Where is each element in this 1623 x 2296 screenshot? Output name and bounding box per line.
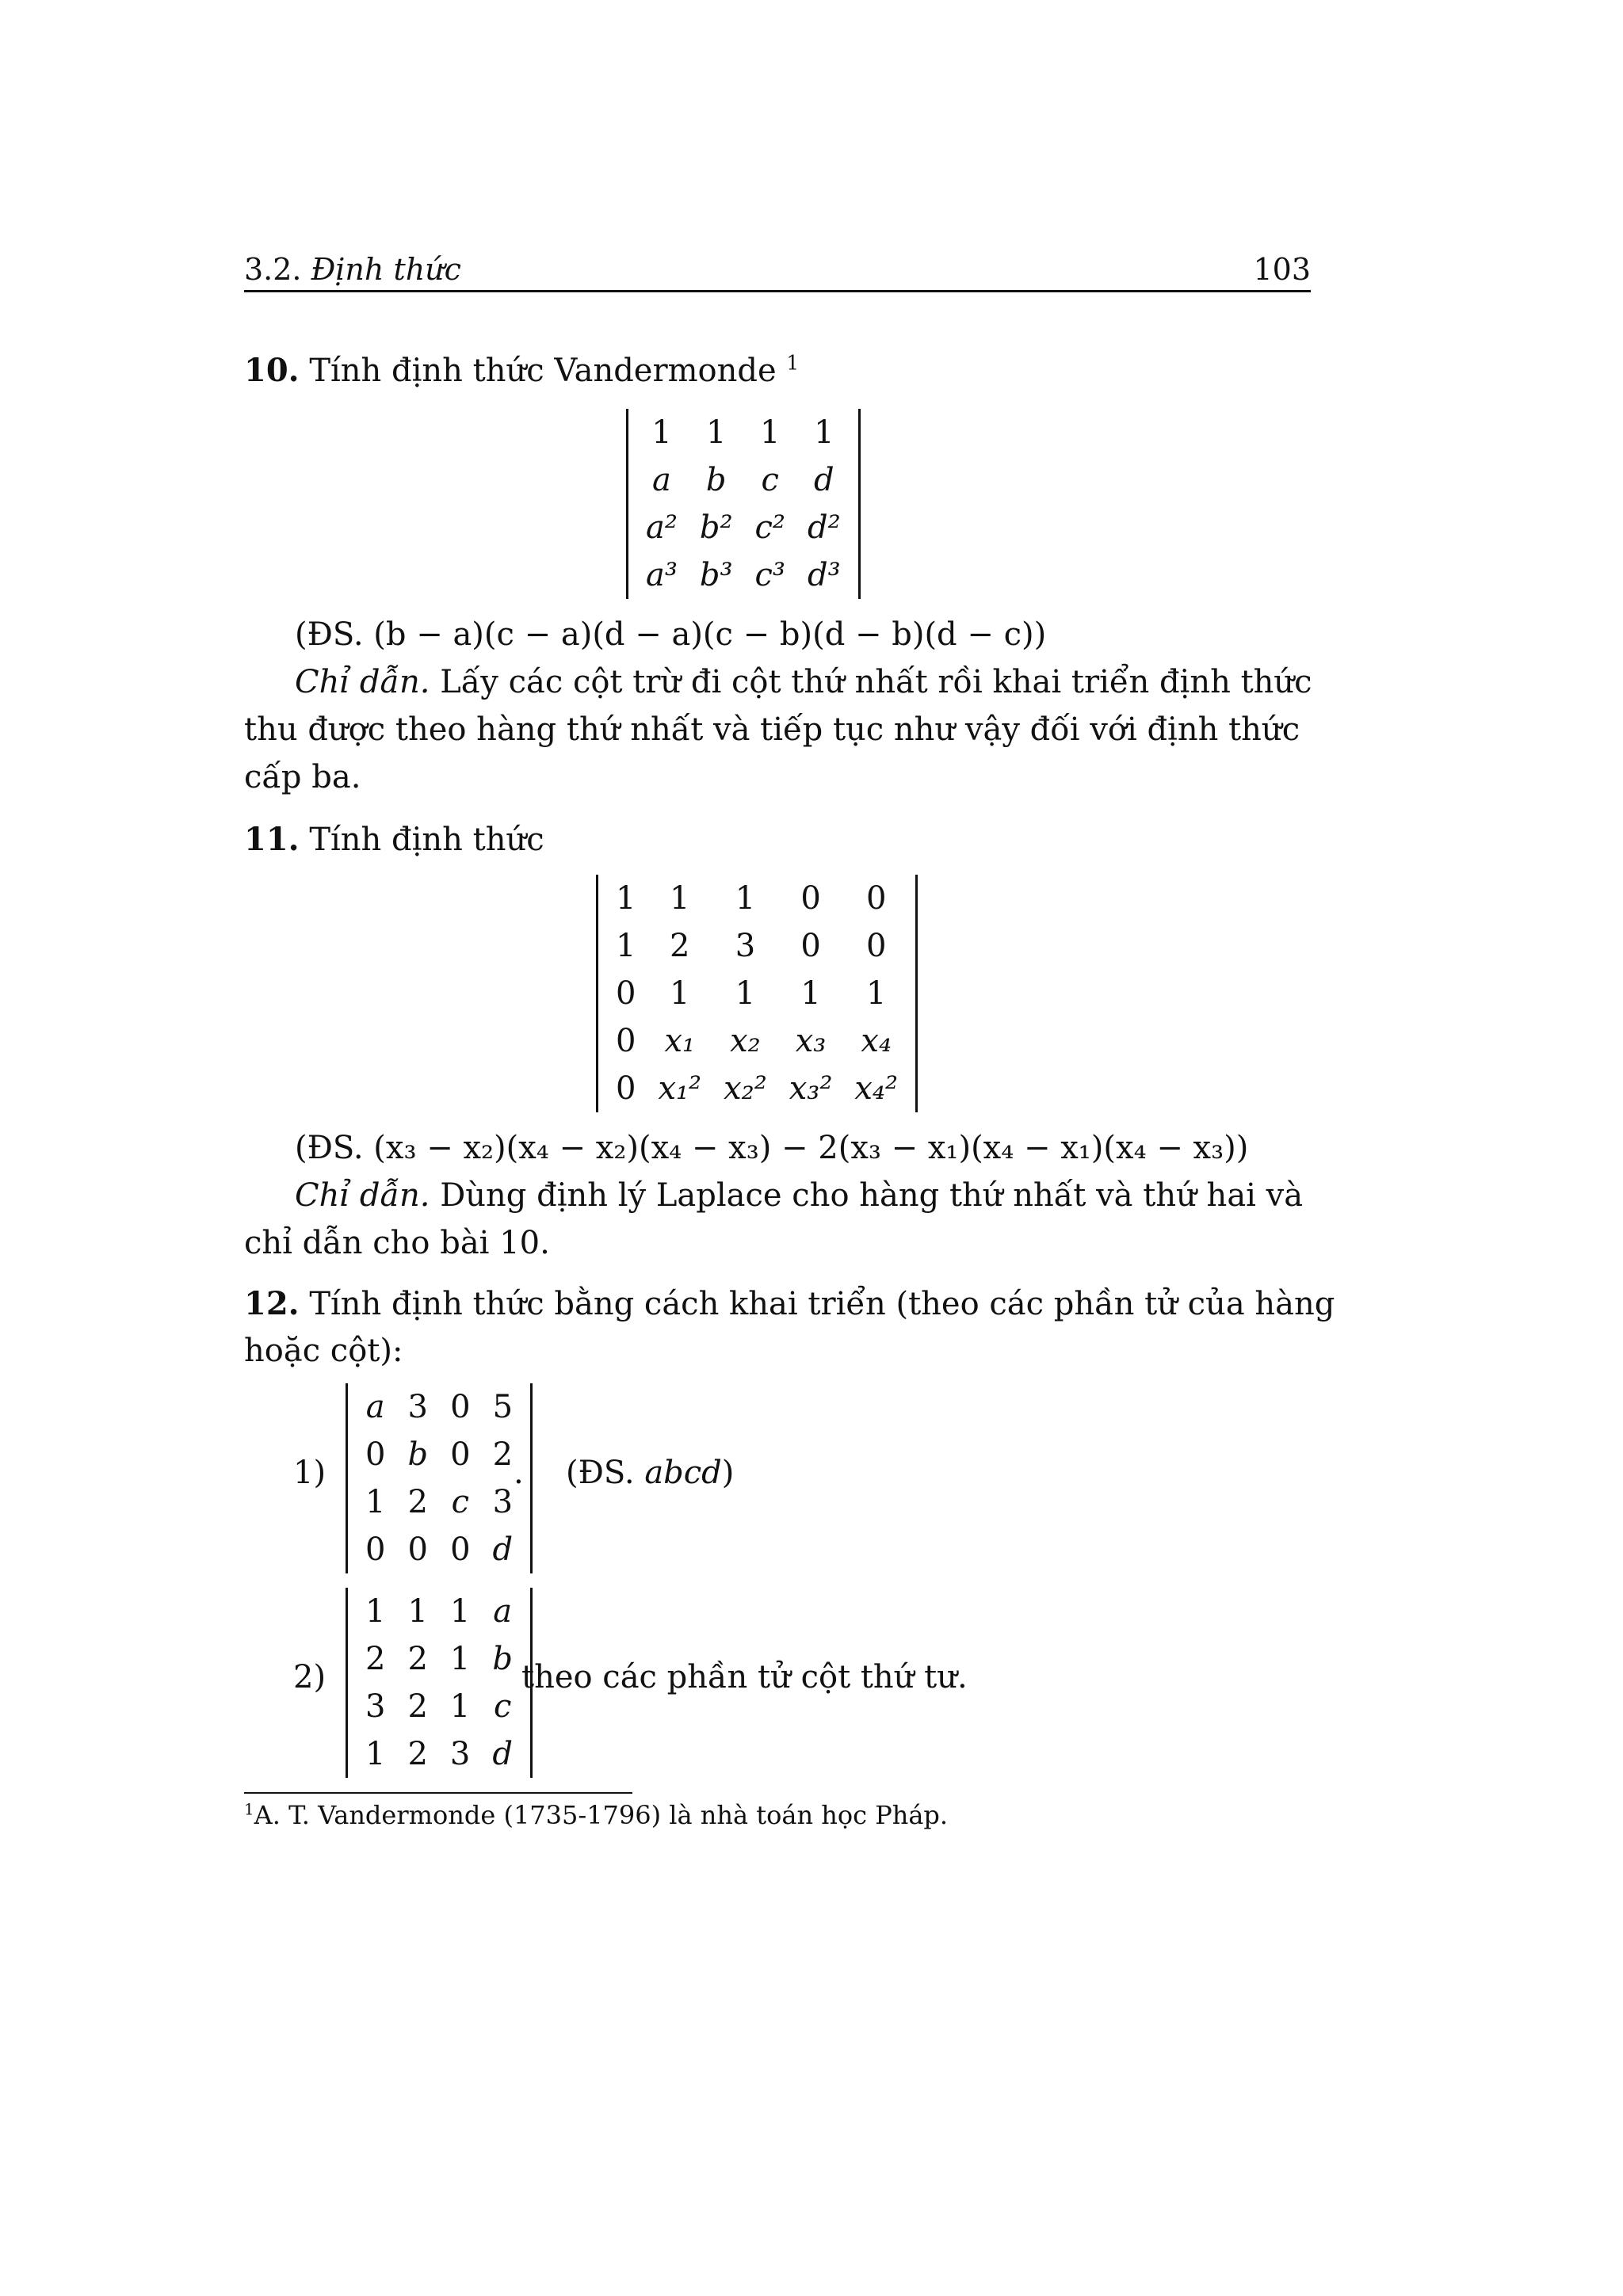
matrix-cell: x₂ <box>730 1023 761 1059</box>
matrix-cell: 0 <box>616 1023 636 1059</box>
matrix-row <box>354 1431 524 1478</box>
matrix-cell: x₃² <box>789 1070 833 1107</box>
matrix-cell: 1 <box>651 414 672 451</box>
matrix-cell: b <box>492 1641 513 1677</box>
matrix-cell: 1 <box>800 975 821 1012</box>
footnote <box>244 1800 948 1830</box>
hint-text-line: cấp ba. <box>244 759 361 795</box>
matrix-cell: 0 <box>616 975 636 1012</box>
section-number: 3.2. <box>244 252 302 287</box>
matrix-row <box>354 1478 524 1526</box>
matrix-cell: a <box>365 1389 385 1425</box>
matrix-grid <box>605 875 909 1112</box>
part-2-text: theo các phần tử cột thứ tư. <box>521 1659 968 1695</box>
hint-label: Chỉ dẫn. <box>295 664 430 700</box>
matrix-cell: b² <box>699 509 733 546</box>
matrix-cell: a² <box>646 509 678 546</box>
matrix-cell: x₄² <box>854 1070 899 1107</box>
answer-suffix: ) <box>721 1455 735 1491</box>
matrix-cell: 1 <box>705 414 727 451</box>
matrix-cell: c³ <box>754 557 785 593</box>
matrix-cell: x₂² <box>724 1070 767 1107</box>
matrix-cell: 1 <box>365 1593 386 1630</box>
matrix-cell: d² <box>807 509 841 546</box>
matrix-row <box>635 551 852 599</box>
matrix-row <box>354 1730 524 1778</box>
matrix-cell: b <box>705 462 727 498</box>
exercise-11-heading <box>244 821 544 858</box>
matrix-cell: 1 <box>814 414 834 451</box>
footnote-text: A. T. Vandermonde (1735-1796) là nhà toán học Pháp. <box>254 1800 949 1830</box>
matrix-cell: 1 <box>670 975 690 1012</box>
matrix-row <box>354 1683 524 1730</box>
part-1-determinant <box>346 1383 533 1573</box>
part-1-answer <box>566 1455 734 1491</box>
matrix-cell: 1 <box>865 975 887 1012</box>
matrix-cell: c <box>493 1688 512 1725</box>
matrix-cell: 5 <box>492 1389 514 1425</box>
matrix-cell: 1 <box>365 1484 386 1520</box>
exercise-12-heading <box>244 1285 1335 1322</box>
exercise-10-answer: (ĐS. (b − a)(c − a)(d − a)(c − b)(d − b)(d − c)) <box>295 616 1047 653</box>
part-2-determinant <box>346 1588 533 1778</box>
hint-label: Chỉ dẫn. <box>295 1177 430 1214</box>
matrix-cell: 2 <box>670 928 690 964</box>
matrix-cell: 1 <box>449 1641 471 1677</box>
matrix-cell: d <box>492 1531 514 1568</box>
matrix-cell: 0 <box>450 1436 471 1473</box>
matrix-cell: 0 <box>616 1070 636 1107</box>
matrix-cell: 2 <box>407 1484 428 1520</box>
matrix-row <box>605 922 909 970</box>
matrix-row <box>635 504 852 551</box>
matrix-cell: 0 <box>365 1436 386 1473</box>
matrix-cell: 1 <box>449 1593 471 1630</box>
matrix-cell: 0 <box>865 880 887 917</box>
matrix-grid <box>635 409 852 599</box>
matrix-row <box>354 1526 524 1573</box>
matrix-cell: 1 <box>616 880 636 917</box>
exercise-title: Tính định thức Vandermonde <box>309 353 777 389</box>
exercise-11-answer: (ĐS. (x₃ − x₂)(x₄ − x₂)(x₄ − x₃) − 2(x₃ − x₁)(x₄ − x₁)(x₄ − x₃)) <box>295 1130 1249 1166</box>
matrix-cell: 3 <box>492 1484 514 1520</box>
matrix-cell: 0 <box>450 1531 471 1568</box>
matrix-cell: 2 <box>492 1436 514 1473</box>
matrix-cell: 1 <box>670 880 690 917</box>
hint-text-line: thu được theo hàng thứ nhất và tiếp tục như vậy đối với định thức <box>244 711 1300 748</box>
footnote-rule <box>244 1792 632 1794</box>
exercise-title: Tính định thức bằng cách khai triển (theo các phần tử của hàng <box>309 1286 1335 1322</box>
matrix-cell: 1 <box>616 928 636 964</box>
matrix-cell: 1 <box>735 975 756 1012</box>
section-heading <box>244 252 461 287</box>
matrix-cell: d³ <box>807 557 841 593</box>
matrix-cell: 3 <box>735 928 756 964</box>
matrix-grid <box>354 1383 524 1573</box>
vandermonde-determinant <box>626 409 861 599</box>
section-title: Định thức <box>311 252 461 287</box>
matrix-cell: 2 <box>407 1641 428 1677</box>
determinant-period: . <box>514 1455 524 1491</box>
matrix-cell: b <box>407 1436 429 1473</box>
matrix-cell: c <box>451 1484 469 1520</box>
matrix-row <box>605 1017 909 1065</box>
matrix-cell: x₁ <box>664 1023 696 1059</box>
matrix-cell: c <box>761 462 779 498</box>
matrix-cell: 0 <box>365 1531 386 1568</box>
determinant-5x5 <box>596 875 918 1112</box>
exercise-number: 12. <box>244 1285 300 1322</box>
answer-value: abcd <box>644 1455 722 1491</box>
matrix-cell: 2 <box>407 1736 428 1772</box>
matrix-cell: a <box>493 1593 513 1630</box>
running-header <box>244 252 1311 292</box>
matrix-cell: 1 <box>407 1593 428 1630</box>
part-1-label: 1) <box>293 1455 327 1491</box>
matrix-cell: c² <box>754 509 785 546</box>
matrix-cell: x₃ <box>795 1023 827 1059</box>
matrix-grid <box>354 1588 524 1778</box>
matrix-cell: 3 <box>365 1688 386 1725</box>
hint-text-line: chỉ dẫn cho bài 10. <box>244 1225 550 1261</box>
matrix-cell: b³ <box>699 557 733 593</box>
matrix-row <box>605 970 909 1017</box>
matrix-cell: 1 <box>760 414 781 451</box>
hint-text: Dùng định lý Laplace cho hàng thứ nhất và thứ hai và <box>440 1177 1304 1214</box>
hint-text: Lấy các cột trừ đi cột thứ nhất rồi khai triển định thức <box>440 664 1312 700</box>
matrix-cell: 1 <box>449 1688 471 1725</box>
matrix-row <box>635 456 852 504</box>
page-number: 103 <box>1253 252 1311 287</box>
matrix-cell: 0 <box>800 880 821 917</box>
matrix-cell: d <box>813 462 834 498</box>
exercise-11-hint <box>295 1177 1303 1214</box>
matrix-cell: 3 <box>407 1389 428 1425</box>
exercise-number: 10. <box>244 352 300 389</box>
exercise-10-heading <box>244 352 799 389</box>
matrix-cell: 0 <box>865 928 887 964</box>
matrix-cell: a <box>652 462 671 498</box>
matrix-cell: x₁² <box>658 1070 702 1107</box>
matrix-cell: 2 <box>407 1688 428 1725</box>
exercise-10-hint <box>295 664 1312 700</box>
matrix-cell: a³ <box>646 557 678 593</box>
matrix-cell: 0 <box>407 1531 428 1568</box>
exercise-title: Tính định thức <box>309 822 544 858</box>
exercise-title-line: hoặc cột): <box>244 1333 403 1369</box>
matrix-row <box>354 1383 524 1431</box>
matrix-cell: 0 <box>800 928 821 964</box>
footnote-mark: 1 <box>786 351 800 375</box>
matrix-cell: 2 <box>365 1641 386 1677</box>
footnote-mark: 1 <box>244 1800 254 1819</box>
matrix-cell: 1 <box>365 1736 386 1772</box>
part-2-label: 2) <box>293 1659 327 1695</box>
matrix-row <box>635 409 852 456</box>
matrix-row <box>605 875 909 922</box>
matrix-cell: x₄ <box>861 1023 892 1059</box>
matrix-cell: 0 <box>450 1389 471 1425</box>
matrix-row <box>354 1635 524 1683</box>
matrix-row <box>354 1588 524 1635</box>
matrix-cell: 3 <box>449 1736 471 1772</box>
answer-prefix: (ĐS. <box>566 1455 635 1491</box>
matrix-cell: 1 <box>735 880 756 917</box>
exercise-number: 11. <box>244 821 300 858</box>
matrix-cell: d <box>492 1736 513 1772</box>
matrix-row <box>605 1065 909 1112</box>
